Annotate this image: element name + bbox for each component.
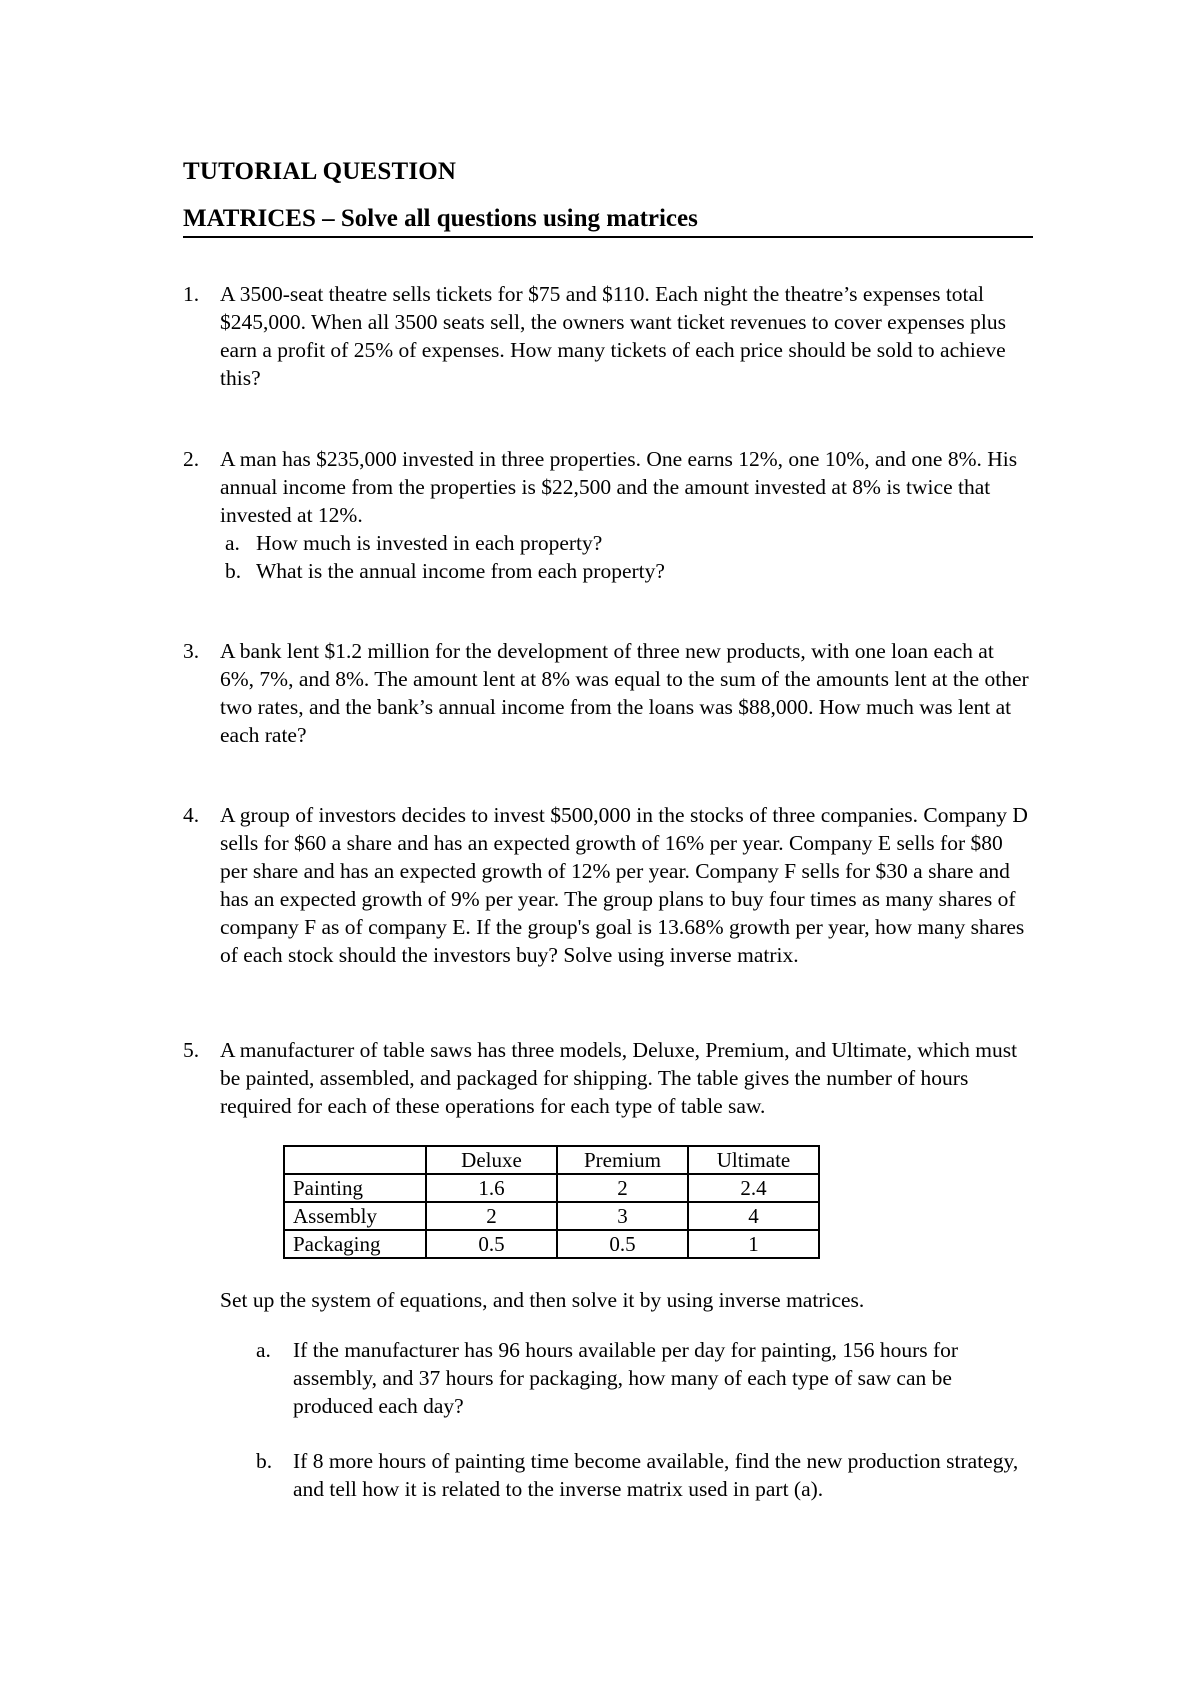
table-header-cell <box>284 1146 426 1174</box>
table-cell: 0.5 <box>557 1230 688 1258</box>
table-cell: 4 <box>688 1202 819 1230</box>
page-title: TUTORIAL QUESTION <box>183 158 457 185</box>
part-label: b. <box>256 1449 273 1473</box>
part-text: How much is invested in each property? <box>256 531 603 555</box>
question-part <box>225 557 1033 585</box>
part-text: What is the annual income from each property? <box>256 559 665 583</box>
question-4 <box>183 801 1033 969</box>
question-text: A group of investors decides to invest $500,000 in the stocks of three companies. Company D sells for $60 a share and has an expected growth of 16% per year. Company E sells for $80 per share and has an expected growth of 12% per year. Company F sells for $30 a share and has an expected growth of 9% per year. The group plans to buy four times as many shares of company F as of company E. If the group's goal is 13.68% growth per year, how many shares of each stock should the investors buy? Solve using inverse matrix. <box>220 803 1028 967</box>
question-number: 4. <box>183 803 200 827</box>
table-header-cell: Premium <box>557 1146 688 1174</box>
question-2 <box>183 445 1033 585</box>
question-part <box>220 1336 1032 1420</box>
question-part <box>220 1447 1032 1503</box>
part-text: If 8 more hours of painting time become available, find the new production strategy, and tell how it is related to the inverse matrix used in part (a). <box>293 1449 1019 1501</box>
part-label: a. <box>256 1338 271 1362</box>
table-row-label: Packaging <box>284 1230 426 1258</box>
table-cell: 0.5 <box>426 1230 557 1258</box>
question-number: 1. <box>183 282 200 306</box>
question-3 <box>183 637 1033 749</box>
table-cell: 1 <box>688 1230 819 1258</box>
question-part <box>225 529 1033 557</box>
table-cell: 3 <box>557 1202 688 1230</box>
question-text: A man has $235,000 invested in three properties. One earns 12%, one 10%, and one 8%. His annual income from the properties is $22,500 and the amount invested at 8% is twice that invested at 12%. <box>220 447 1018 527</box>
question-5 <box>183 1036 1033 1120</box>
table-row-label: Assembly <box>284 1202 426 1230</box>
table-cell: 1.6 <box>426 1174 557 1202</box>
table-row <box>284 1230 819 1258</box>
page-subtitle: MATRICES – Solve all questions using matrices <box>183 205 1033 238</box>
table-header-row <box>284 1146 819 1174</box>
question-1 <box>183 280 1033 392</box>
hours-table <box>283 1145 820 1259</box>
table-row-label: Painting <box>284 1174 426 1202</box>
table-row <box>284 1202 819 1230</box>
part-text: If the manufacturer has 96 hours available per day for painting, 156 hours for assembly, and 37 hours for packaging, how many of each type of saw can be produced each day? <box>293 1338 959 1418</box>
part-label: b. <box>225 559 242 583</box>
question-number: 2. <box>183 447 200 471</box>
table-row <box>284 1174 819 1202</box>
question-number: 3. <box>183 639 200 663</box>
table-cell: 2.4 <box>688 1174 819 1202</box>
instruction-text: Set up the system of equations, and then solve it by using inverse matrices. <box>220 1288 865 1312</box>
table-cell: 2 <box>557 1174 688 1202</box>
table-header-cell: Deluxe <box>426 1146 557 1174</box>
question-number: 5. <box>183 1038 200 1062</box>
question-text: A 3500-seat theatre sells tickets for $75 and $110. Each night the theatre’s expenses total $245,000. When all 3500 seats sell, the owners want ticket revenues to cover expenses plus earn a profit of 25% of expenses. How many tickets of each price should be sold to achieve this? <box>220 282 1006 390</box>
table-cell: 2 <box>426 1202 557 1230</box>
table-header-cell: Ultimate <box>688 1146 819 1174</box>
question-text: A bank lent $1.2 million for the development of three new products, with one loan each at 6%, 7%, and 8%. The amount lent at 8% was equal to the sum of the amounts lent at the other two rates, and the bank’s annual income from the loans was $88,000. How much was lent at each rate? <box>220 639 1029 747</box>
question-text: A manufacturer of table saws has three models, Deluxe, Premium, and Ultimate, which must be painted, assembled, and packaged for shipping. The table gives the number of hours required for each of these operations for each type of table saw. <box>220 1038 1018 1118</box>
part-label: a. <box>225 531 240 555</box>
